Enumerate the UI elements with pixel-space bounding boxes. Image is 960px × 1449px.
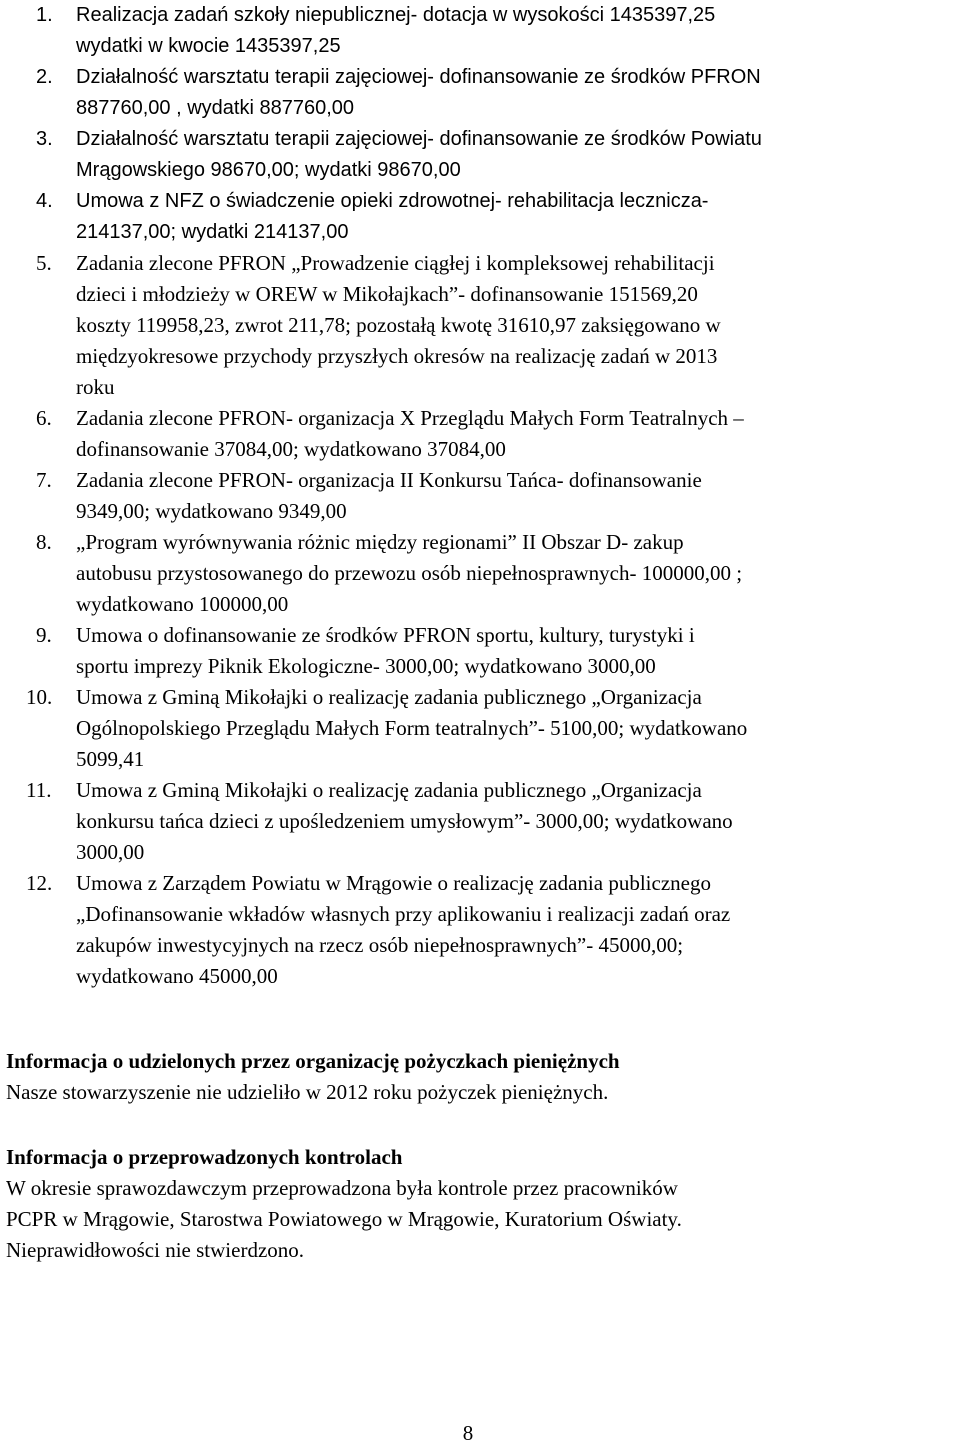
- controls-line: Nieprawidłowości nie stwierdzono.: [6, 1238, 305, 1262]
- item-line: roku: [76, 375, 115, 399]
- item-number: 4.: [36, 190, 53, 212]
- list-item: [0, 186, 960, 248]
- item-line: Umowa z Zarządem Powiatu w Mrągowie o realizację zadania publicznego: [76, 871, 711, 895]
- item-text: [76, 868, 960, 992]
- item-number: 11.: [26, 778, 52, 802]
- item-line: autobusu przystosowanego do przewozu osób niepełnosprawnych- 100000,00 ;: [76, 561, 743, 585]
- list-item: [0, 0, 960, 62]
- item-text: [76, 62, 960, 124]
- item-line: Ogólnopolskiego Przeglądu Małych Form teatralnych”- 5100,00; wydatkowano: [76, 716, 748, 740]
- item-line: 9349,00; wydatkowano 9349,00: [76, 499, 347, 523]
- item-line: Mrągowskiego 98670,00; wydatki 98670,00: [76, 159, 461, 181]
- list-item: [0, 527, 960, 620]
- list-item: [0, 868, 960, 992]
- item-line: międzyokresowe przychody przyszłych okresów na realizację zadań w 2013: [76, 344, 718, 368]
- controls-heading: Informacja o przeprowadzonych kontrolach: [6, 1145, 403, 1169]
- item-text: [76, 465, 960, 527]
- item-line: Umowa z Gminą Mikołajki o realizację zadania publicznego „Organizacja: [76, 685, 702, 709]
- item-number: 1.: [36, 4, 53, 26]
- item-line: Umowa z Gminą Mikołajki o realizację zadania publicznego „Organizacja: [76, 778, 702, 802]
- item-line: Działalność warsztatu terapii zajęciowej- dofinansowanie ze środków Powiatu: [76, 128, 762, 150]
- item-line: Zadania zlecone PFRON- organizacja X Przeglądu Małych Form Teatralnych –: [76, 406, 744, 430]
- item-text: [76, 248, 960, 403]
- item-number: 5.: [36, 251, 52, 275]
- controls-line: PCPR w Mrągowie, Starostwa Powiatowego w Mrągowie, Kuratorium Oświaty.: [6, 1207, 682, 1231]
- list-item: [0, 465, 960, 527]
- item-line: „Program wyrównywania różnic między regionami” II Obszar D- zakup: [76, 530, 684, 554]
- page-number: 8: [462, 1421, 474, 1445]
- list-item: [0, 62, 960, 124]
- item-line: Realizacja zadań szkoły niepublicznej- dotacja w wysokości 1435397,25: [76, 4, 716, 26]
- list-item: [0, 124, 960, 186]
- item-text: [76, 620, 960, 682]
- item-text: [76, 0, 960, 62]
- item-line: Zadania zlecone PFRON „Prowadzenie ciągłej i kompleksowej rehabilitacji: [76, 251, 715, 275]
- loans-heading: Informacja o udzielonych przez organizację pożyczkach pieniężnych: [6, 1049, 620, 1073]
- item-text: [76, 124, 960, 186]
- item-line: dofinansowanie 37084,00; wydatkowano 37084,00: [76, 437, 506, 461]
- item-number: 8.: [36, 530, 52, 554]
- list-item: [0, 682, 960, 775]
- item-line: dzieci i młodzieży w OREW w Mikołajkach”- dofinansowanie 151569,20: [76, 282, 698, 306]
- item-line: 887760,00 , wydatki 887760,00: [76, 97, 354, 119]
- item-number: 6.: [36, 406, 52, 430]
- item-line: 214137,00; wydatki 214137,00: [76, 221, 349, 243]
- item-line: konkursu tańca dzieci z upośledzeniem umysłowym”- 3000,00; wydatkowano: [76, 809, 733, 833]
- item-line: wydatkowano 100000,00: [76, 592, 289, 616]
- loans-section: [6, 1046, 956, 1108]
- item-text: [76, 527, 960, 620]
- list-item: [0, 403, 960, 465]
- item-line: „Dofinansowanie wkładów własnych przy aplikowaniu i realizacji zadań oraz: [76, 902, 731, 926]
- item-text: [76, 775, 960, 868]
- item-line: wydatkowano 45000,00: [76, 964, 278, 988]
- item-line: zakupów inwestycyjnych na rzecz osób niepełnosprawnych”- 45000,00;: [76, 933, 684, 957]
- item-number: 10.: [26, 685, 53, 709]
- list-item: [0, 620, 960, 682]
- item-number: 2.: [36, 66, 53, 88]
- item-line: wydatki w kwocie 1435397,25: [76, 35, 341, 57]
- item-text: [76, 186, 960, 248]
- item-number: 3.: [36, 128, 53, 150]
- item-number: 7.: [36, 468, 52, 492]
- item-line: 3000,00: [76, 840, 145, 864]
- controls-line: W okresie sprawozdawczym przeprowadzona była kontrole przez pracowników: [6, 1176, 678, 1200]
- item-text: [76, 403, 960, 465]
- item-number: 9.: [36, 623, 52, 647]
- item-line: 5099,41: [76, 747, 145, 771]
- item-text: [76, 682, 960, 775]
- item-line: Umowa o dofinansowanie ze środków PFRON sportu, kultury, turystyki i: [76, 623, 695, 647]
- loans-text: Nasze stowarzyszenie nie udzieliło w 2012 roku pożyczek pieniężnych.: [6, 1080, 609, 1104]
- item-line: koszty 119958,23, zwrot 211,78; pozostałą kwotę 31610,97 zaksięgowano w: [76, 313, 721, 337]
- item-line: sportu imprezy Piknik Ekologiczne- 3000,00; wydatkowano 3000,00: [76, 654, 656, 678]
- item-line: Zadania zlecone PFRON- organizacja II Konkursu Tańca- dofinansowanie: [76, 468, 702, 492]
- controls-section: [6, 1142, 956, 1266]
- list-item: [0, 248, 960, 403]
- item-line: Działalność warsztatu terapii zajęciowej- dofinansowanie ze środków PFRON: [76, 66, 761, 88]
- item-line: Umowa z NFZ o świadczenie opieki zdrowotnej- rehabilitacja lecznicza-: [76, 190, 709, 212]
- list-item: [0, 775, 960, 868]
- item-number: 12.: [26, 871, 53, 895]
